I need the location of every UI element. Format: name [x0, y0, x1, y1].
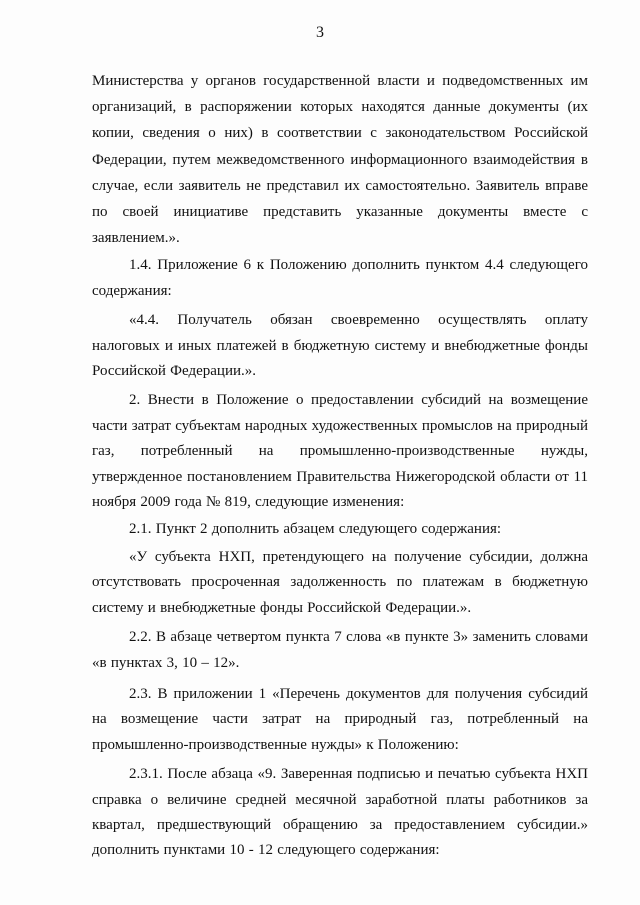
paragraph-quote-nhp: «У субъекта НХП, претендующего на получение субсидии, должна отсутствовать просроченная задолженность по платежам в бюджетную систему и внебюджетные фонды Российской Федерации.».	[92, 548, 588, 616]
paragraph-2-1: 2.1. Пункт 2 дополнить абзацем следующего содержания:	[129, 521, 502, 538]
page-number: 3	[316, 24, 324, 41]
document-body	[92, 68, 588, 864]
paragraph-continuation: Министерства у органов государственной власти и подведомственных им организаций, в распоряжении которых находятся данные документы (их копии, сведения о них) в соответствии с законодательством Российской Федерации, путем межведомственного информационного взаимодействия в случае, если заявитель не представил их самостоятельно. Заявитель вправе по своей инициативе представить указанные документы вместе с заявлением.».	[92, 73, 588, 247]
paragraph-2-2: 2.2. В абзаце четвертом пункта 7 слова «в пункте 3» заменить словами «в пунктах 3, 10 – 12».	[92, 629, 588, 671]
paragraph-quote-4-4: «4.4. Получатель обязан своевременно осуществлять оплату налоговых и иных платежей в бюджетную систему и внебюджетные фонды Российской Федерации.».	[92, 312, 588, 380]
paragraph-1-4: 1.4. Приложение 6 к Положению дополнить пунктом 4.4 следующего содержания:	[92, 257, 588, 299]
paragraph-2-3: 2.3. В приложении 1 «Перечень документов для получения субсидий на возмещение части затрат на природный газ, потребленный на промышленно-производственные нужды» к Положению:	[92, 685, 588, 753]
paragraph-2: 2. Внести в Положение о предоставлении субсидий на возмещение части затрат субъектам народных художественных промыслов на природный газ, потребленный на промышленно-производственные нужды, утвержденное постановлением Правительства Нижегородской области от 11 ноября 2009 года № 819, следующие изменения:	[92, 392, 588, 511]
paragraph-2-3-1: 2.3.1. После абзаца «9. Заверенная подписью и печатью субъекта НХП справка о величине средней месячной заработной платы работников за квартал, предшествующий обращению за предоставлением субсидии.» дополнить пунктами 10 - 12 следующего содержания:	[92, 766, 588, 859]
